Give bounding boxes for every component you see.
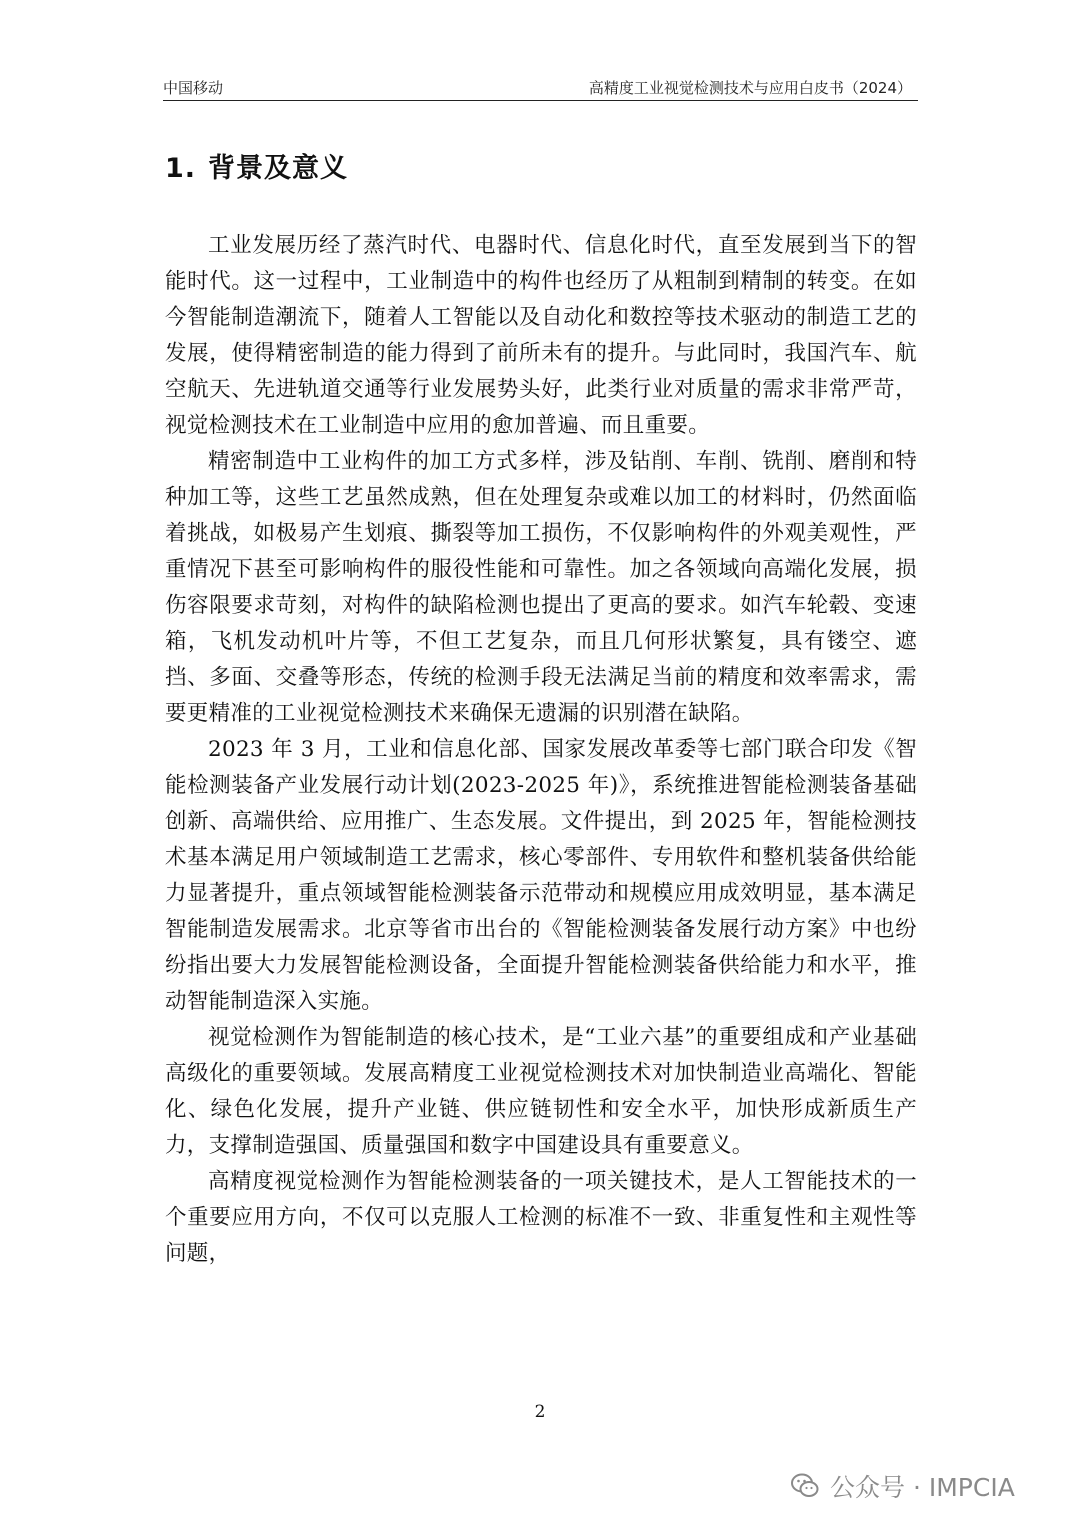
wechat-icon xyxy=(790,1471,820,1501)
section-number: 1. xyxy=(165,153,197,184)
section-heading xyxy=(165,146,348,185)
paragraph: 2023 年 3 月，工业和信息化部、国家发展改革委等七部门联合印发《智能检测装备产业发展行动计划(2023-2025 年)》，系统推进智能检测装备基础创新、高端供给、应用推广、生态发展。文件提出，到 2025 年，智能检测技术基本满足用户领域制造工艺需求，核心零部件、专用软件和整机装备供给能力显著提升，重点领域智能检测装备示范带动和规模应用成效明显，基本满足智能制造发展需求。北京等省市出台的《智能检测装备发展行动方案》中也纷纷指出要大力发展智能检测设备，全面提升智能检测装备供给能力和水平，推动智能制造深入实施。 xyxy=(165,737,917,1014)
watermark-text: 公众号 · IMPCIA xyxy=(830,1473,1015,1502)
paragraph: 高精度视觉检测作为智能检测装备的一项关键技术，是人工智能技术的一个重要应用方向，不仅可以克服人工检测的标准不一致、非重复性和主观性等问题， xyxy=(165,1169,917,1266)
section-title: 背景及意义 xyxy=(208,153,349,184)
page-number: 2 xyxy=(534,1402,546,1422)
body-text xyxy=(165,228,917,1272)
paragraph: 视觉检测作为智能制造的核心技术，是“工业六基”的重要组成和产业基础高级化的重要领域。发展高精度工业视觉检测技术对加快制造业高端化、智能化、绿色化发展，提升产业链、供应链韧性和安全水平，加快形成新质生产力，支撑制造强国、质量强国和数字中国建设具有重要意义。 xyxy=(165,1025,917,1158)
header-document-title: 高精度工业视觉检测技术与应用白皮书（2024） xyxy=(588,79,912,97)
paragraph: 精密制造中工业构件的加工方式多样，涉及钻削、车削、铣削、磨削和特种加工等，这些工艺虽然成熟，但在处理复杂或难以加工的材料时，仍然面临着挑战，如极易产生划痕、撕裂等加工损伤，不仅影响构件的外观美观性，严重情况下甚至可影响构件的服役性能和可靠性。加之各领域向高端化发展，损伤容限要求苛刻，对构件的缺陷检测也提出了更高的要求。如汽车轮毂、变速箱，飞机发动机叶片等，不但工艺复杂，而且几何形状繁复，具有镂空、遮挡、多面、交叠等形态，传统的检测手段无法满足当前的精度和效率需求，需要更精准的工业视觉检测技术来确保无遗漏的识别潜在缺陷。 xyxy=(165,449,917,726)
page-header xyxy=(163,76,918,101)
watermark xyxy=(790,1466,1015,1506)
paragraph: 工业发展历经了蒸汽时代、电器时代、信息化时代，直至发展到当下的智能时代。这一过程中，工业制造中的构件也经历了从粗制到精制的转变。在如今智能制造潮流下，随着人工智能以及自动化和数控等技术驱动的制造工艺的发展，使得精密制造的能力得到了前所未有的提升。与此同时，我国汽车、航空航天、先进轨道交通等行业发展势头好，此类行业对质量的需求非常严苛，视觉检测技术在工业制造中应用的愈加普遍、而且重要。 xyxy=(165,233,917,438)
header-org: 中国移动 xyxy=(163,79,224,97)
